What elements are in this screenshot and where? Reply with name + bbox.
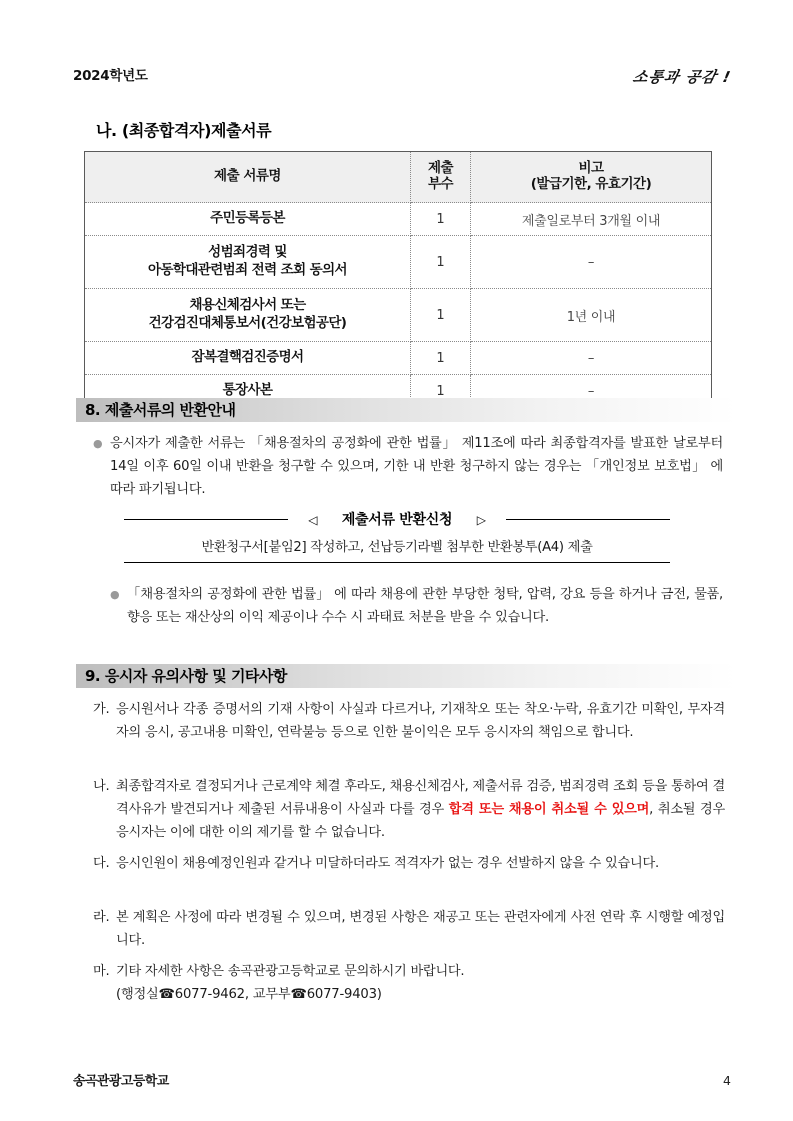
- section9-item-da: [93, 852, 725, 875]
- col-header-remarks-line2: (발급기한, 유효기간): [530, 176, 652, 192]
- item-marker-na: 나.: [93, 779, 110, 794]
- header-year-label: 2024학년도: [73, 68, 148, 84]
- section-heading-8: 8. 제출서류의 반환안내: [76, 398, 736, 422]
- table-row: [85, 236, 712, 289]
- col-header-copies-line1: 제출: [427, 160, 454, 177]
- item-marker-ma: 마.: [93, 964, 110, 979]
- cell-remarks: –: [471, 375, 712, 408]
- subsection-title: 나. (최종합격자)제출서류: [96, 121, 272, 140]
- document-name-line1: 성범죄경력 및: [208, 244, 287, 261]
- item-text-na-highlight: 합격 또는 채용이 취소될 수 있으며: [448, 802, 650, 817]
- item-marker-ra: 라.: [93, 910, 110, 925]
- table-header-row: [85, 152, 712, 203]
- col-header-copies-line2: 부수: [427, 176, 454, 192]
- page-footer: [73, 1070, 731, 1089]
- cell-document-name: [85, 289, 411, 342]
- document-name-line2: 아동학대관련범죄 전력 조회 동의서: [148, 262, 347, 278]
- document-name-line2: 건강검진대체통보서(건강보험공단): [148, 315, 347, 331]
- table-row: [85, 342, 712, 375]
- item-text-na: [116, 775, 725, 844]
- table-header: [85, 152, 712, 203]
- col-header-remarks-line1: 비고: [578, 160, 604, 177]
- return-request-box-body: 반환청구서[붙임2] 작성하고, 선납등기라벨 첨부한 반환봉투(A4) 제출: [201, 540, 593, 555]
- cell-remarks: 제출일로부터 3개월 이내: [471, 203, 712, 236]
- section9-item-ga: [93, 698, 725, 744]
- footer-page-number: 4: [723, 1073, 731, 1088]
- item-text-ma: 기타 자세한 사항은 송곡관광고등학교로 문의하시기 바랍니다.: [116, 964, 465, 979]
- cell-copies: 1: [411, 289, 471, 342]
- header-slogan: 소통과 공감 !: [631, 68, 734, 86]
- section8-paragraph-2-text: 「채용절차의 공정화에 관한 법률」 에 따라 채용에 관한 부당한 청탁, 압력, 강요 등을 하거나 금전, 물품, 향응 또는 재산상의 이익 제공이나 수수 시 과태료 처분을 받을 수 있습니다.: [127, 587, 723, 625]
- cell-copies: 1: [411, 236, 471, 289]
- section9-item-na: [93, 775, 725, 844]
- contact-phone-line: (행정실☎6077-9462, 교무부☎6077-9403): [116, 987, 382, 1002]
- cell-copies: 1: [411, 375, 471, 408]
- col-header-remarks: [471, 152, 712, 203]
- col-header-copies: [411, 152, 471, 203]
- section8-paragraph-2: [110, 583, 723, 629]
- cell-document-name: [85, 203, 411, 236]
- cell-remarks: –: [471, 236, 712, 289]
- page-header: [73, 68, 734, 96]
- item-text-na-before: 최종합격자로 결정되거나 근로계약 체결 후라도, 채용신체검사, 제출서류 검증, 범죄경력 조회 등을 통하여 결격사유가 발견되거나 제출된 서류내용이 사실과 다를 경우: [116, 779, 725, 817]
- cell-copies: 1: [411, 203, 471, 236]
- bullet-circle-icon: ●: [110, 588, 120, 601]
- cell-copies: 1: [411, 342, 471, 375]
- return-request-box: [124, 512, 670, 563]
- document-name-line1: 주민등록등본: [210, 210, 285, 227]
- return-request-box-title-text: 제출서류 반환신청: [332, 512, 462, 528]
- cell-document-name: [85, 342, 411, 375]
- item-text-da: 응시인원이 채용예정인원과 같거나 미달하더라도 적격자가 없는 경우 선발하지 않을 수 있습니다.: [116, 856, 659, 871]
- submission-documents-table: [84, 151, 712, 408]
- cell-remarks: 1년 이내: [471, 289, 712, 342]
- item-marker-ga: 가.: [93, 702, 110, 717]
- item-marker-da: 다.: [93, 856, 110, 871]
- document-name-line1: 채용신체검사서 또는: [189, 297, 306, 314]
- cell-remarks: –: [471, 342, 712, 375]
- section-heading-9: 9. 응시자 유의사항 및 기타사항: [76, 664, 736, 688]
- cell-document-name: [85, 236, 411, 289]
- table-body: [85, 203, 712, 408]
- table-row: [85, 289, 712, 342]
- document-name-line1: 통장사본: [222, 382, 273, 399]
- document-name-line1: 잠복결핵검진증명서: [191, 349, 304, 366]
- bullet-circle-icon: ●: [93, 437, 103, 450]
- footer-school-name: 송곡관광고등학교: [73, 1074, 169, 1089]
- item-text-na-after: , 취소될 경우 응시자는 이에 대한 이의 제기를 할 수 없습니다.: [116, 802, 725, 840]
- item-text-ra: 본 계획은 사정에 따라 변경될 수 있으며, 변경된 사항은 재공고 또는 관련자에게 사전 연락 후 시행할 예정입니다.: [116, 910, 725, 948]
- col-header-document-name: 제출 서류명: [85, 152, 411, 203]
- section9-item-ra: [93, 906, 725, 952]
- section8-paragraph-1: [93, 432, 723, 501]
- section8-paragraph-1-text: 응시자가 제출한 서류는 「채용절차의 공정화에 관한 법률」 제11조에 따라 최종합격자를 발표한 날로부터 14일 이후 60일 이내 반환을 청구할 수 있으며, 기한 내 반환 청구하지 않는 경우는 「개인정보 보호법」 에 따라 파기됩니다.: [110, 436, 723, 497]
- section9-item-ma: [93, 960, 725, 983]
- submission-documents-table-wrap: [84, 151, 711, 408]
- table-row: [85, 203, 712, 236]
- item-text-ga: 응시원서나 각종 증명서의 기재 사항이 사실과 다르거나, 기재착오 또는 착오·누락, 유효기간 미확인, 무자격자의 응시, 공고내용 미확인, 연락불능 등으로 인한 불이익은 모두 응시자의 책임으로 합니다.: [116, 702, 725, 740]
- left-triangle-icon: ◁: [298, 513, 327, 527]
- right-triangle-icon: ▷: [467, 513, 496, 527]
